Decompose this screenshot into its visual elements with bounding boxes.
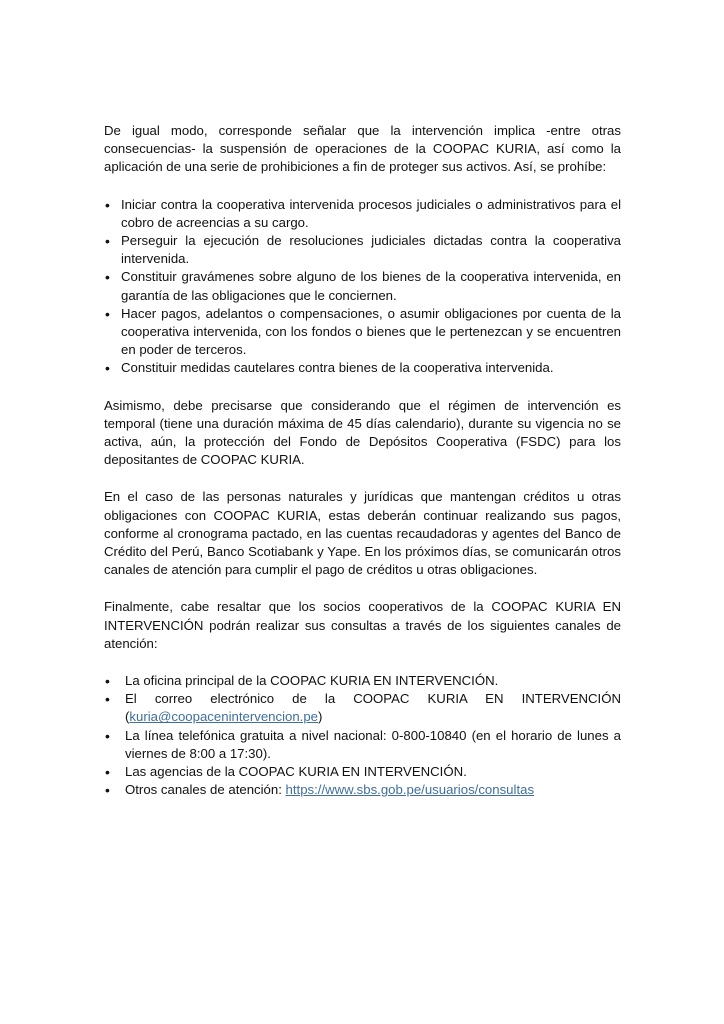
other-channels-label: Otros canales de atención: (125, 782, 286, 798)
channel-other (104, 781, 621, 799)
channels-list (104, 672, 621, 799)
paragraph-channels-intro: Finalmente, cabe resaltar que los socios cooperativos de la COOPAC KURIA EN INTERVENCIÓN podrán realizar sus consultas a través de los siguientes canales de atención: (104, 599, 621, 651)
paragraph-payments: En el caso de las personas naturales y jurídicas que mantengan créditos u otras obligaciones con COOPAC KURIA, estas deberán continuar realizando sus pagos, conforme al cronograma pactado, en las cuentas recaudadoras y agentes del Banco de Crédito del Perú, Banco Scotiabank y Yape. En los próximos días, se comunicarán otros canales de atención para cumplir el pago de créditos u otras obligaciones. (104, 489, 621, 578)
list-item: • Constituir medidas cautelares contra bienes de la cooperativa intervenida. (104, 359, 621, 377)
email-close-paren: ) (318, 709, 323, 725)
list-item: • Constituir gravámenes sobre alguno de los bienes de la cooperativa intervenida, en garantía de las obligaciones que le conciernen. (104, 268, 621, 304)
paragraph-fsdc: Asimismo, debe precisarse que considerando que el régimen de intervención es temporal (tiene una duración máxima de 45 días calendario), durante su vigencia no se activa, aún, la protección del Fondo de Depósitos Cooperativa (FSDC) para los depositantes de COOPAC KURIA. (104, 397, 621, 468)
sbs-consultas-link[interactable]: https://www.sbs.gob.pe/usuarios/consultas (285, 782, 535, 798)
list-item: • Hacer pagos, adelantos o compensaciones, o asumir obligaciones por cuenta de la cooperativa intervenida, con los fondos o bienes que le pertenezcan y se encuentren en poder de terceros. (104, 305, 621, 360)
prohibitions-list (104, 196, 621, 378)
channel-agencies: • Las agencias de la COOPAC KURIA EN INTERVENCIÓN. (104, 763, 621, 781)
channel-office: • La oficina principal de la COOPAC KURIA EN INTERVENCIÓN. (104, 672, 621, 690)
email-link[interactable]: kuria@coopacenintervencion.pe (129, 709, 319, 725)
email-line (125, 708, 621, 726)
list-item: • Iniciar contra la cooperativa intervenida procesos judiciales o administrativos para el cobro de acreencias a su cargo. (104, 196, 621, 232)
email-label: • El correo electrónico de la COOPAC KURIA EN INTERVENCIÓN (125, 691, 621, 707)
channel-phone: • La línea telefónica gratuita a nivel nacional: 0-800-10840 (en el horario de lunes a viernes de 8:00 a 17:30). (104, 727, 621, 763)
channel-email (104, 690, 621, 726)
list-item: • Perseguir la ejecución de resoluciones judiciales dictadas contra la cooperativa intervenida. (104, 232, 621, 268)
paragraph-intro: De igual modo, corresponde señalar que la intervención implica -entre otras consecuencias- la suspensión de operaciones de la COOPAC KURIA, así como la aplicación de una serie de prohibiciones a fin de proteger sus activos. Así, se prohíbe: (104, 123, 621, 175)
email-open-paren: ( (125, 709, 130, 725)
